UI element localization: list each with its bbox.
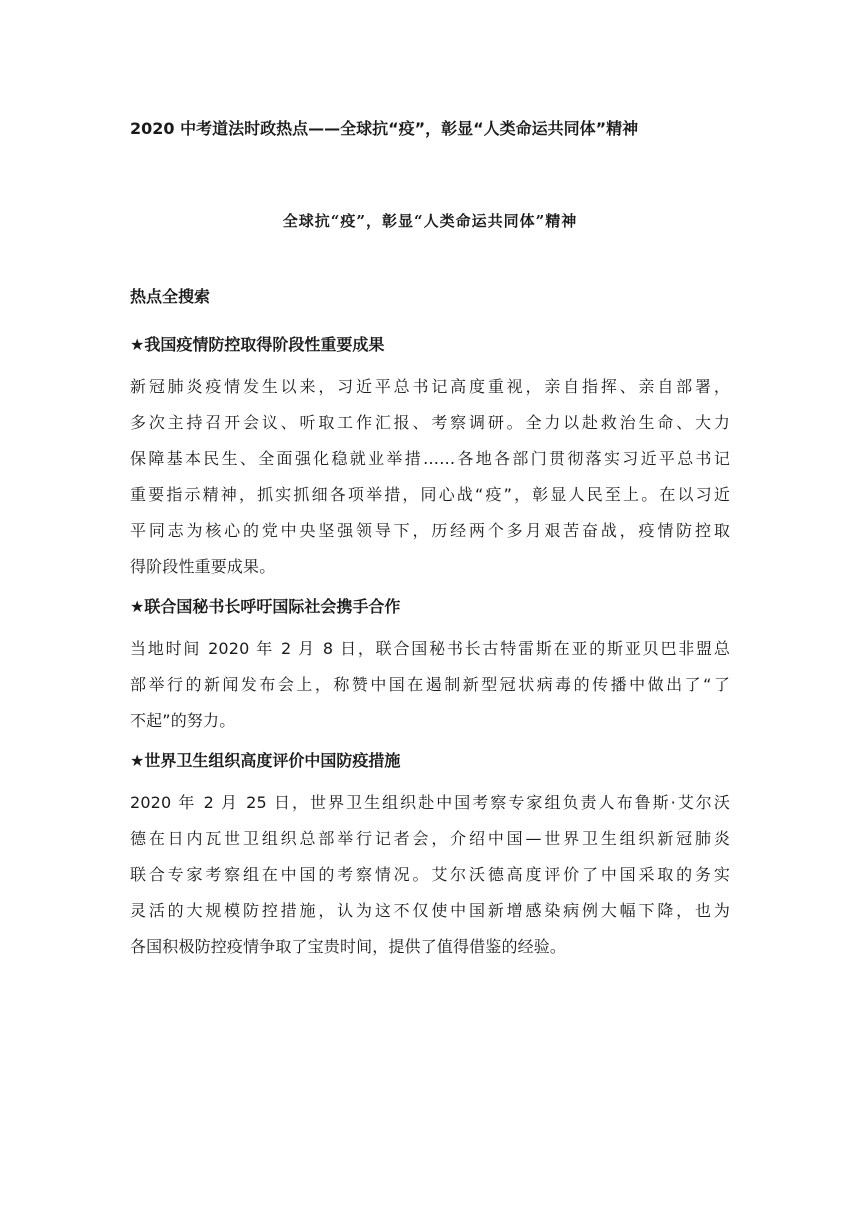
section-who-evaluation	[130, 749, 730, 965]
section-un-secretary-general	[130, 595, 730, 739]
document-subtitle: 全球抗“疫”，彰显“人类命运共同体”精神	[282, 212, 578, 230]
paragraph-line: 灵活的大规模防控措施，认为这不仅使中国新增感染病例大幅下降，也为	[130, 901, 730, 920]
paragraph-line: 部举行的新闻发布会上，称赞中国在遏制新型冠状病毒的传播中做出了“了	[130, 675, 730, 694]
section-heading: ★世界卫生组织高度评价中国防疫措施	[130, 751, 401, 770]
paragraph-line: 2020 年 2 月 25 日，世界卫生组织赴中国考察专家组负责人布鲁斯·艾尔沃	[130, 793, 730, 812]
paragraph-line: 重要指示精神，抓实抓细各项举措，同心战“疫”，彰显人民至上。在以习近	[130, 485, 730, 504]
paragraph-line: 新冠肺炎疫情发生以来，习近平总书记高度重视，亲自指挥、亲自部署，	[130, 377, 730, 396]
paragraph-line: 联合专家考察组在中国的考察情况。艾尔沃德高度评价了中国采取的务实	[130, 865, 730, 884]
section-epidemic-results	[130, 333, 730, 585]
hot-topics-heading: 热点全搜索	[130, 287, 211, 306]
section-paragraph	[130, 369, 730, 585]
document-title: 2020 中考道法时政热点——全球抗“疫”，彰显“人类命运共同体”精神	[130, 119, 639, 138]
section-paragraph	[130, 785, 730, 965]
paragraph-line: 得阶段性重要成果。	[130, 557, 276, 576]
section-heading: ★联合国秘书长呼吁国际社会携手合作	[130, 597, 401, 616]
paragraph-line: 不起”的努力。	[130, 711, 236, 730]
paragraph-line: 德在日内瓦世卫组织总部举行记者会，介绍中国—世界卫生组织新冠肺炎	[130, 829, 730, 848]
document-body	[130, 285, 730, 975]
paragraph-line: 多次主持召开会议、听取工作汇报、考察调研。全力以赴救治生命、大力	[130, 413, 730, 432]
section-paragraph	[130, 631, 730, 739]
section-heading: ★我国疫情防控取得阶段性重要成果	[130, 335, 385, 354]
paragraph-line: 保障基本民生、全面强化稳就业举措……各地各部门贯彻落实习近平总书记	[130, 449, 730, 468]
paragraph-line: 当地时间 2020 年 2 月 8 日，联合国秘书长古特雷斯在亚的斯亚贝巴非盟总	[130, 639, 730, 658]
paragraph-line: 平同志为核心的党中央坚强领导下，历经两个多月艰苦奋战，疫情防控取	[130, 521, 730, 540]
paragraph-line: 各国积极防控疫情争取了宝贵时间，提供了值得借鉴的经验。	[130, 937, 567, 956]
